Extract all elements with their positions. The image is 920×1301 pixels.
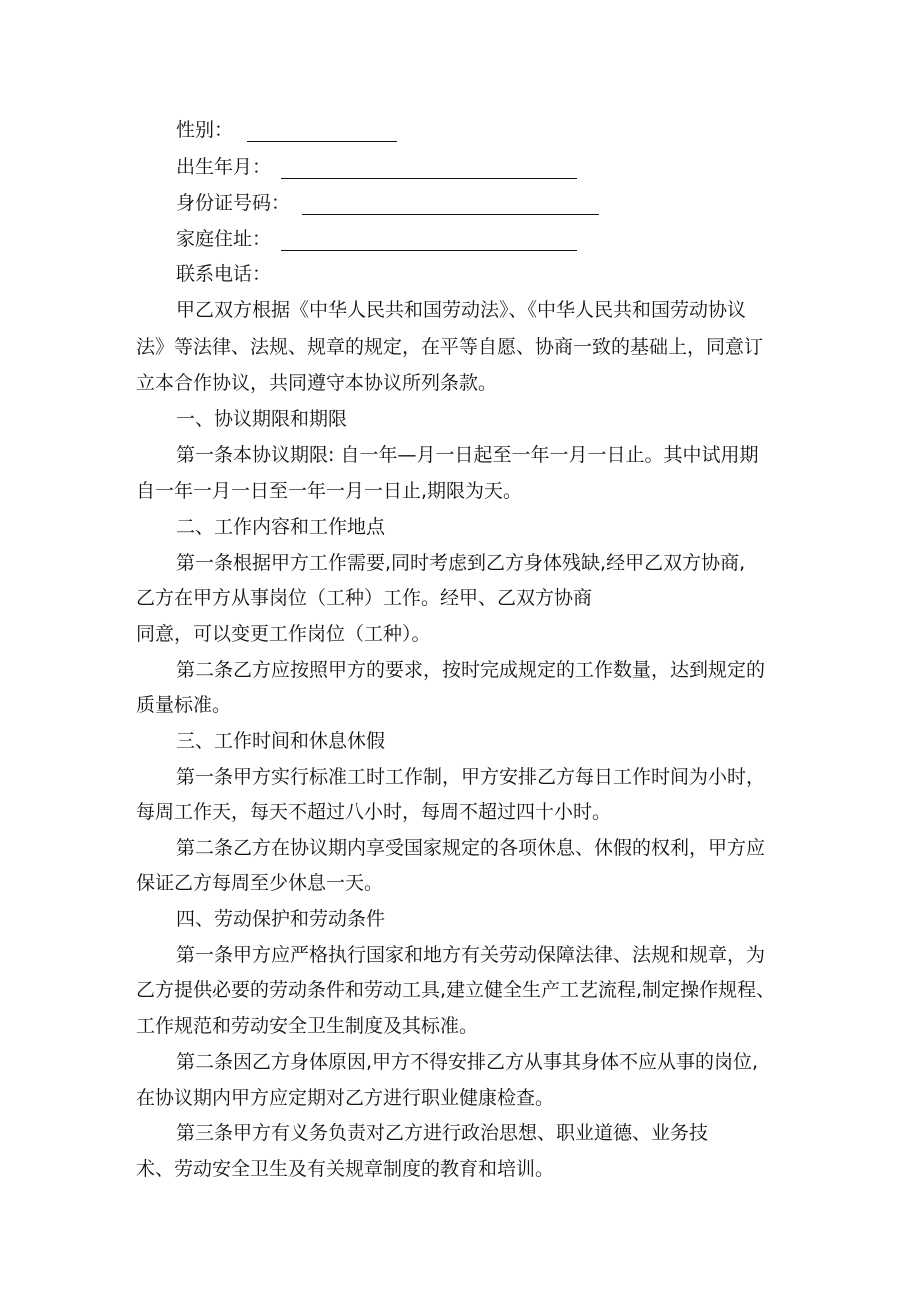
- article-line: 第一条甲方实行标准工时工作制，甲方安排乙方每日工作时间为小时，: [176, 766, 766, 788]
- article-line: 第二条因乙方身体原因,甲方不得安排乙方从事其身体不应从事的岗位,: [176, 1051, 759, 1073]
- section-heading: 二、工作内容和工作地点: [176, 516, 386, 538]
- gender-label: 性别：: [176, 119, 234, 141]
- section-heading: 一、协议期限和期限: [176, 408, 348, 430]
- intro-line: 法》等法律、法规、规章的规定，在平等自愿、协商一致的基础上，同意订: [136, 336, 764, 358]
- article-line: 第三条甲方有义务负责对乙方进行政治思想、职业道德、业务技: [176, 1122, 709, 1144]
- id-number-blank[interactable]: [302, 194, 599, 215]
- article-line: 每周工作天，每天不超过八小时，每周不超过四十小时。: [136, 801, 612, 823]
- id-number-label: 身份证号码：: [176, 192, 291, 214]
- address-blank[interactable]: [281, 230, 577, 251]
- article-line: 第一条本协议期限: 自一年—月一日起至一年一月一日止。其中试用期: [176, 444, 759, 466]
- article-line: 保证乙方每周至少休息一天。: [136, 872, 384, 894]
- gender-blank[interactable]: [247, 121, 397, 142]
- article-line: 同意，可以变更工作岗位（工种）。: [136, 623, 431, 645]
- address-label: 家庭住址：: [176, 228, 272, 250]
- gender-field: [176, 118, 397, 142]
- article-line: 第一条甲方应严格执行国家和地方有关劳动保障法律、法规和规章，为: [176, 944, 766, 966]
- section-heading: 四、劳动保护和劳动条件: [176, 908, 386, 930]
- article-line: 第一条根据甲方工作需要,同时考虑到乙方身体残缺,经甲乙双方协商,: [176, 552, 746, 574]
- phone-field: [176, 262, 271, 286]
- article-line: 在协议期内甲方应定期对乙方进行职业健康检查。: [136, 1087, 555, 1109]
- article-line: 第二条乙方在协议期内享受国家规定的各项休息、休假的权利，甲方应: [176, 837, 766, 859]
- article-line: 工作规范和劳动安全卫生制度及其标准。: [136, 1015, 479, 1037]
- article-line: 乙方提供必要的劳动条件和劳动工具,建立健全生产工艺流程,制定操作规程、: [136, 979, 776, 1001]
- intro-line: 立本合作协议，共同遵守本协议所列条款。: [136, 372, 498, 394]
- article-line: 第二条乙方应按照甲方的要求，按时完成规定的工作数量，达到规定的: [176, 659, 766, 681]
- address-field: [176, 227, 577, 251]
- birth-field: [176, 155, 577, 179]
- article-line: 乙方在甲方从事岗位（工种）工作。经甲、乙双方协商: [136, 587, 593, 609]
- intro-line: 甲乙双方根据《中华人民共和国劳动法》、《中华人民共和国劳动协议: [176, 299, 747, 321]
- section-heading: 三、工作时间和休息休假: [176, 730, 386, 752]
- birth-label: 出生年月：: [176, 156, 272, 178]
- id-number-field: [176, 191, 599, 215]
- birth-blank[interactable]: [281, 158, 577, 179]
- phone-label: 联系电话：: [176, 263, 272, 285]
- article-line: 质量标准。: [136, 694, 232, 716]
- article-line: 自一年一月一日至一年一月一日止,期限为天。: [136, 480, 523, 502]
- article-line: 术、劳动安全卫生及有关规章制度的教育和培训。: [136, 1158, 555, 1180]
